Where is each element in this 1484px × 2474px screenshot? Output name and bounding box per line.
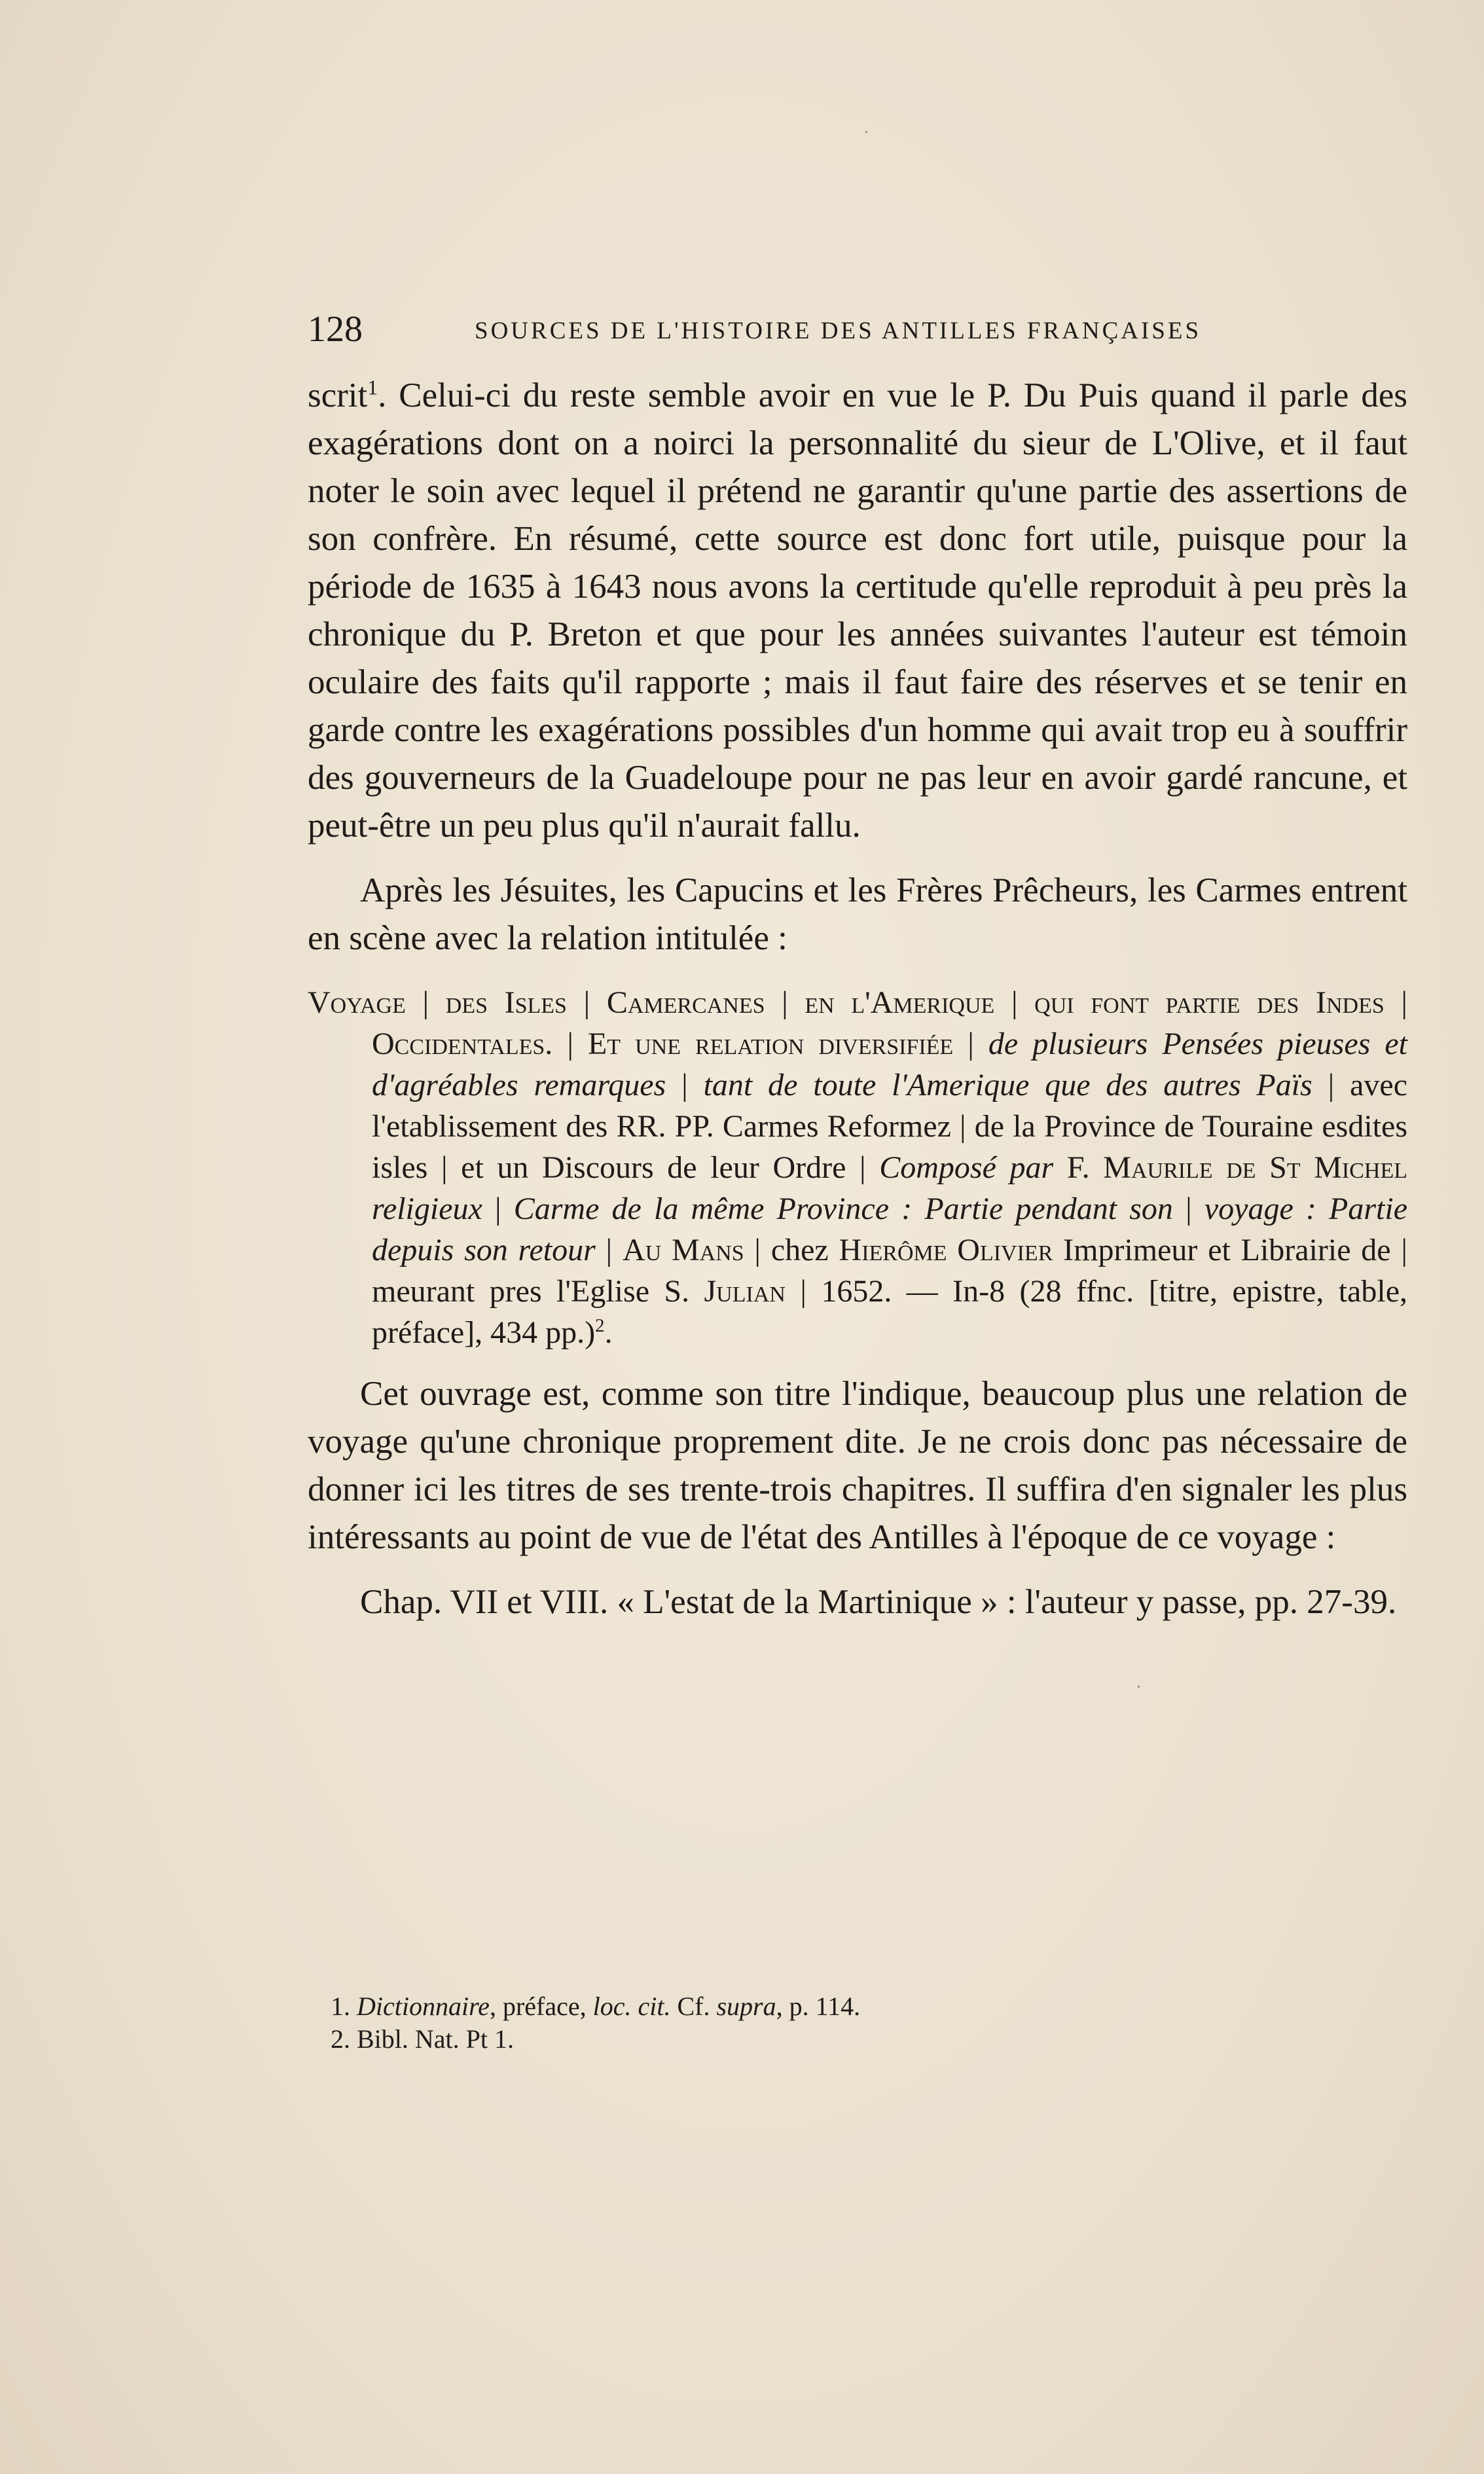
- footnote-ref-2: 2: [595, 1315, 605, 1336]
- biblio-italic: religieux: [372, 1192, 482, 1226]
- biblio-text: | chez: [744, 1233, 839, 1267]
- biblio-italic: voyage : Partie depuis son retour: [372, 1192, 1407, 1267]
- biblio-text: .: [604, 1315, 613, 1350]
- main-text: [308, 372, 1407, 1626]
- page-number: 128: [308, 309, 363, 350]
- paragraph-chapitres: Chap. VII et VIII. « L'estat de la Martinique » : l'auteur y passe, pp. 27-39.: [360, 1583, 1397, 1621]
- footnote-text: Cf.: [670, 1992, 717, 2021]
- paragraph-carmes: Après les Jésuites, les Capucins et les Frères Prêcheurs, les Carmes entrent en scène avec la relation intitulée :: [308, 871, 1407, 957]
- biblio-sep: |: [1172, 1192, 1204, 1226]
- biblio-text: F.: [1053, 1150, 1104, 1185]
- bibliographic-entry: [308, 982, 1407, 1353]
- biblio-italic: de plusieurs Pensées pieuses et d'agréables remarques: [372, 1027, 1408, 1102]
- biblio-printer: Hierôme Olivier: [839, 1233, 1053, 1267]
- biblio-title: Voyage | des Isles | Camercanes | en l'Amerique | qui font partie des Indes | Occidentales. | Et une relation diversifiée |: [308, 985, 1407, 1061]
- footnote-1: [331, 1990, 1247, 2023]
- biblio-sep: |: [666, 1068, 704, 1102]
- biblio-sep: |: [595, 1233, 623, 1267]
- paragraph-ouvrage: Cet ouvrage est, comme son titre l'indique, beaucoup plus une relation de voyage qu'une chronique proprement dite. Je ne crois donc pas nécessaire de donner ici les titres de ses trente-trois chapitres. Il suffira d'en signaler les plus intéressants au point de vue de l'état des Antilles à l'époque de ce voyage :: [308, 1375, 1407, 1556]
- biblio-text: | avec l'etablissement des RR. PP. Carmes Reformez | de la Province de Touraine esdites isles | et un Discours de leur Ordre |: [372, 1068, 1408, 1185]
- footnote-ref-1: 1: [367, 376, 378, 399]
- paragraph-continuation: [308, 372, 1407, 850]
- footnote-text: , préface,: [489, 1992, 593, 2021]
- biblio-italic: Composé par: [879, 1150, 1054, 1185]
- paper-speck: [1138, 1686, 1140, 1688]
- footnote-text: Dictionnaire: [357, 1992, 490, 2021]
- paragraph-text: scrit: [308, 376, 368, 414]
- biblio-church: Julian: [704, 1274, 786, 1309]
- running-head: [308, 306, 1250, 352]
- footnote-text: supra: [716, 1992, 776, 2021]
- biblio-sep: |: [482, 1192, 514, 1226]
- biblio-author: Maurile de St Michel: [1103, 1150, 1407, 1185]
- footnote-text: loc. cit.: [592, 1992, 671, 2021]
- footnote-text: Bibl. Nat. Pt 1.: [357, 2024, 515, 2054]
- biblio-text: | 1652. — In-8 (28 ffnc. [titre, epistre, table, préface], 434 pp.): [372, 1274, 1408, 1350]
- paragraph-text: . Celui-ci du reste semble avoir en vue le P. Du Puis quand il parle des exagérations dont on a noirci la personnalité du sieur de L'Olive, et il faut noter le soin avec lequel il prétend ne garantir qu'une partie des assertions de son confrère. En résumé, cette source est donc fort utile, puisque pour la période de 1635 à 1643 nous avons la certitude qu'elle reproduit à peu près la chronique du P. Breton et que pour les années suivantes l'auteur est témoin oculaire des faits qu'il rapporte ; mais il faut faire des réserves et se tenir en garde contre les exagérations possibles d'un homme qui avait trop eu à souffrir des gouverneurs de la Guadeloupe pour ne pas leur en avoir gardé rancune, et peut-être un peu plus qu'il n'aurait fallu.: [308, 376, 1407, 845]
- footnotes: [331, 1990, 1247, 2056]
- footnote-number: 2.: [331, 2024, 350, 2054]
- biblio-text: Imprimeur et Librairie de | meurant pres l'Eglise S.: [372, 1233, 1407, 1309]
- paper-speck: [865, 131, 867, 133]
- biblio-italic: Carme de la même Province : Partie pendant son: [513, 1192, 1173, 1226]
- biblio-italic: tant de toute l'Amerique que des autres Païs: [703, 1068, 1312, 1102]
- footnote-text: , p. 114.: [776, 1992, 861, 2021]
- biblio-place: Au Mans: [622, 1233, 744, 1267]
- footnote-2: [331, 2023, 1247, 2056]
- running-title: SOURCES DE L'HISTOIRE DES ANTILLES FRANÇAISES: [475, 318, 1202, 344]
- footnote-number: 1.: [331, 1992, 350, 2021]
